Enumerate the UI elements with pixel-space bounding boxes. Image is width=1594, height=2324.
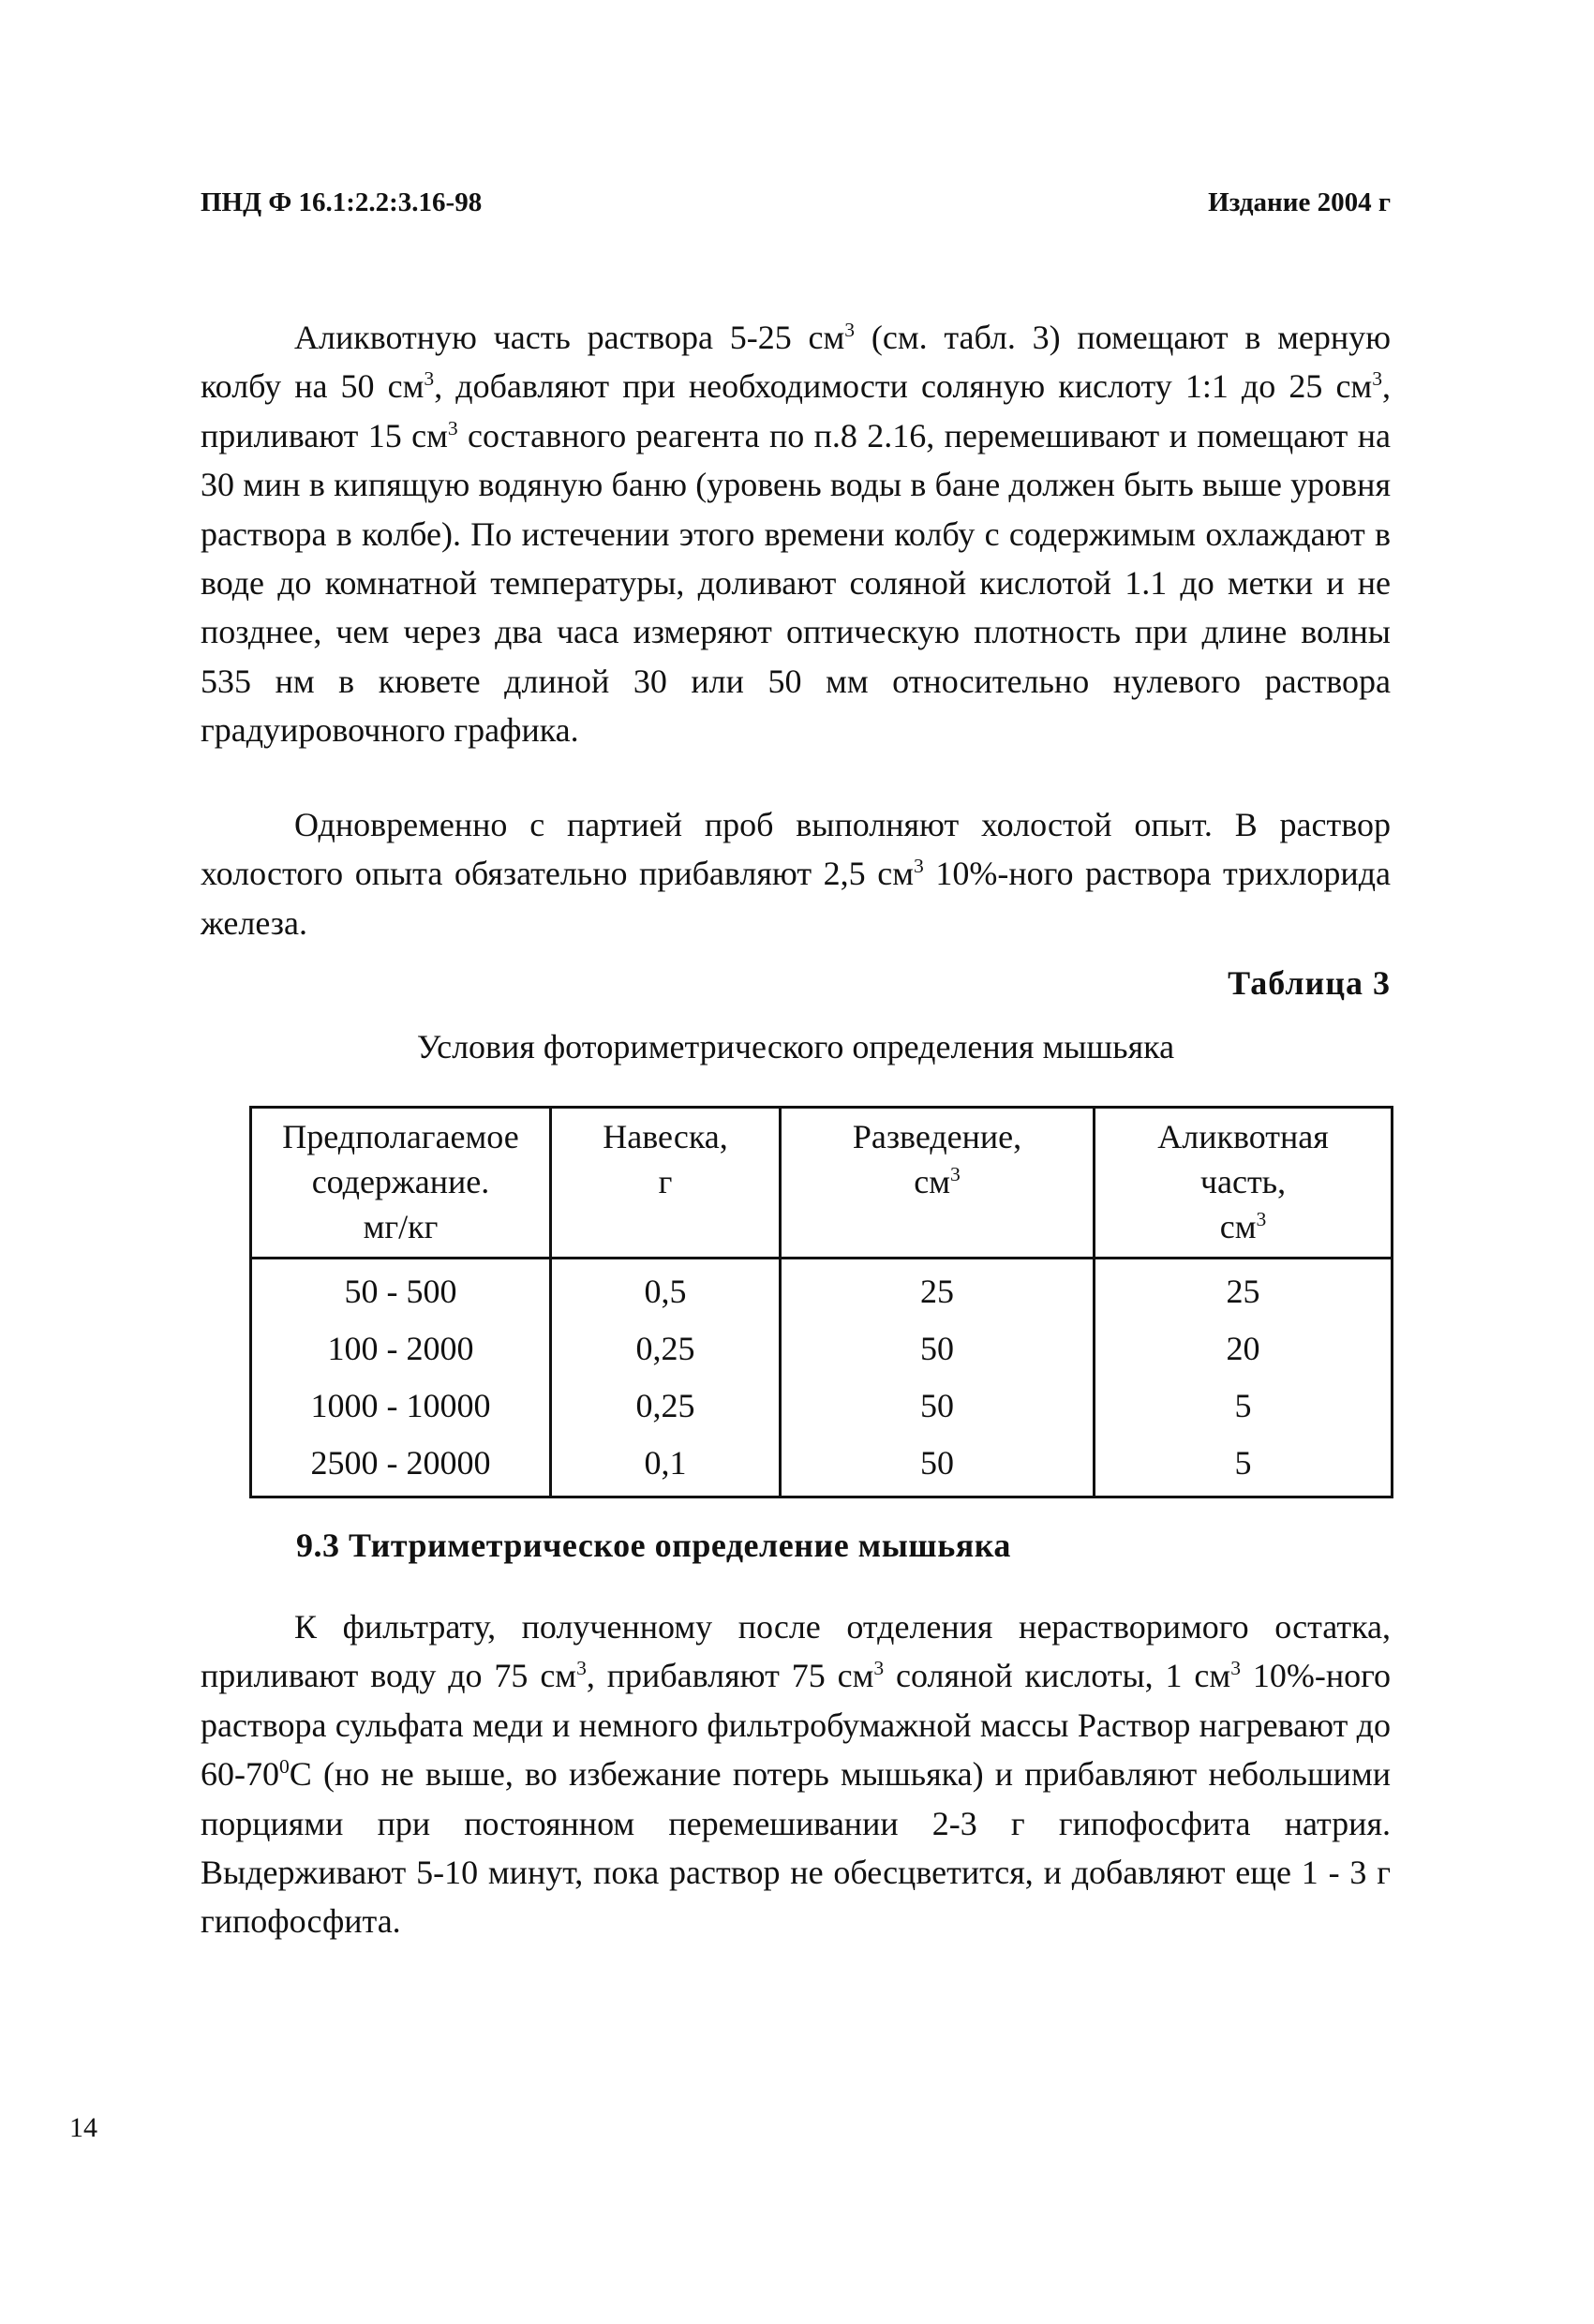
superscript: 3	[873, 1657, 885, 1680]
superscript: 3	[447, 416, 458, 439]
superscript: 3	[424, 367, 435, 391]
header-line: г	[658, 1163, 673, 1200]
header-line: часть,	[1199, 1163, 1287, 1200]
superscript: 3	[1256, 1208, 1267, 1230]
header-line: Разведение,	[852, 1118, 1022, 1155]
header-line	[787, 1159, 1087, 1204]
superscript: 3	[844, 319, 856, 341]
table-cell: 0,25	[551, 1378, 781, 1435]
superscript: 3	[913, 855, 924, 878]
header-line: Аликвотная	[1157, 1118, 1329, 1155]
table-number: Таблица 3	[1228, 964, 1391, 1002]
table-cell: 25	[781, 1259, 1095, 1321]
table-row	[251, 1378, 1393, 1435]
page-header	[201, 187, 1391, 234]
superscript: 3	[1230, 1657, 1241, 1680]
degree-superscript: 0	[279, 1755, 290, 1779]
table-cell: 1000 - 10000	[251, 1378, 551, 1435]
header-dilution	[781, 1108, 1095, 1259]
table-cell: 100 - 2000	[251, 1320, 551, 1378]
table-caption: Условия фотoриметрического определения мышьяка	[416, 1028, 1175, 1065]
table-row	[251, 1435, 1393, 1497]
header-line	[1101, 1204, 1385, 1249]
superscript: 3	[949, 1163, 961, 1185]
page-number: 14	[69, 2112, 97, 2143]
text-span: , добавляют при необходимости соляную кислоту 1:1 до 25 см	[434, 367, 1373, 406]
table-cell: 2500 - 20000	[251, 1435, 551, 1497]
text-span: Одновременно с партией проб выполняют холостой опыт. В раствор холостого опыта обязательно прибавляют 2,5 см	[201, 806, 1391, 893]
table-cell: 25	[1095, 1259, 1393, 1321]
unit-text: см	[1219, 1208, 1257, 1245]
header-line: содержание.	[311, 1163, 490, 1200]
superscript: 3	[576, 1657, 587, 1680]
text-span: С (но не выше, во избежание потерь мышьяка) и прибавляют небольшими порциями при постоянном перемешивании 2-3 г гипофосфита натрия. Выдерживают 5-10 минут, пока раствор не обесцветится, и добавляют еще 1 - 3 г гипофосфита.	[201, 1755, 1391, 1941]
edition-label: Издание 2004 г	[1208, 187, 1391, 217]
table-cell: 5	[1095, 1435, 1393, 1497]
table-cell: 5	[1095, 1378, 1393, 1435]
superscript: 3	[1372, 367, 1382, 391]
table-row	[251, 1320, 1393, 1378]
unit-text: см	[914, 1163, 950, 1200]
document-code: ПНД Ф 16.1:2.2:3.16-98	[201, 187, 483, 217]
text-span: 10%-ного раствора трихлорида железа.	[201, 855, 1391, 942]
table-cell: 0,25	[551, 1320, 781, 1378]
header-sample-weight	[551, 1108, 781, 1259]
table-cell: 20	[1095, 1320, 1393, 1378]
header-expected-content	[251, 1108, 551, 1259]
table-cell: 50	[781, 1378, 1095, 1435]
paragraph-blank-test	[201, 800, 1391, 947]
header-aliquot	[1095, 1108, 1393, 1259]
table-cell: 50 - 500	[251, 1259, 551, 1321]
text-span: 10%-ного раствора сульфата меди и немного фильтробумажной массы Раствор нагревают до 60-70	[201, 1657, 1391, 1794]
header-line: Навеска,	[603, 1118, 728, 1155]
table-cell: 50	[781, 1435, 1095, 1497]
table-row	[251, 1259, 1393, 1321]
table-header-row	[251, 1108, 1393, 1259]
table-cell: 0,5	[551, 1259, 781, 1321]
section-heading: 9.3 Титриметрическое определение мышьяка	[296, 1527, 1011, 1564]
text-span: соляной кислоты, 1 см	[884, 1657, 1231, 1695]
text-span: К фильтрату, полученному после отделения нерастворимого остатка, приливают воду до 75 см	[201, 1608, 1391, 1695]
header-line: мг/кг	[363, 1208, 439, 1245]
text-span: (см. табл. 3) помещают в мерную колбу на 50 см	[201, 319, 1391, 406]
photometric-conditions-table	[249, 1106, 1393, 1498]
header-line: Предполагаемое	[282, 1118, 519, 1155]
text-span: составного реагента по п.8 2.16, перемешивают и помещают на 30 мин в кипящую водяную баню (уровень воды в бане должен быть выше уровня раствора в колбе). По истечении этого времени колбу с содержимым охлаждают в воде до комнатной температуры, доливают соляной кислотой 1.1 до метки и не позднее, чем через два часа измеряют оптическую плотность при длине волны 535 нм в кювете длиной 30 или 50 мм относительно нулевого раствора градуировочного графика.	[201, 416, 1391, 750]
text-span: , прибавляют 75 см	[586, 1657, 874, 1695]
table-cell: 0,1	[551, 1435, 781, 1497]
text-span: Аликвотную часть раствора 5-25 см	[294, 319, 845, 356]
paragraph-aliquot	[201, 313, 1391, 755]
paragraph-titrimetric	[201, 1602, 1391, 1946]
table-cell: 50	[781, 1320, 1095, 1378]
text-span: , приливают 15 см	[201, 367, 1391, 454]
